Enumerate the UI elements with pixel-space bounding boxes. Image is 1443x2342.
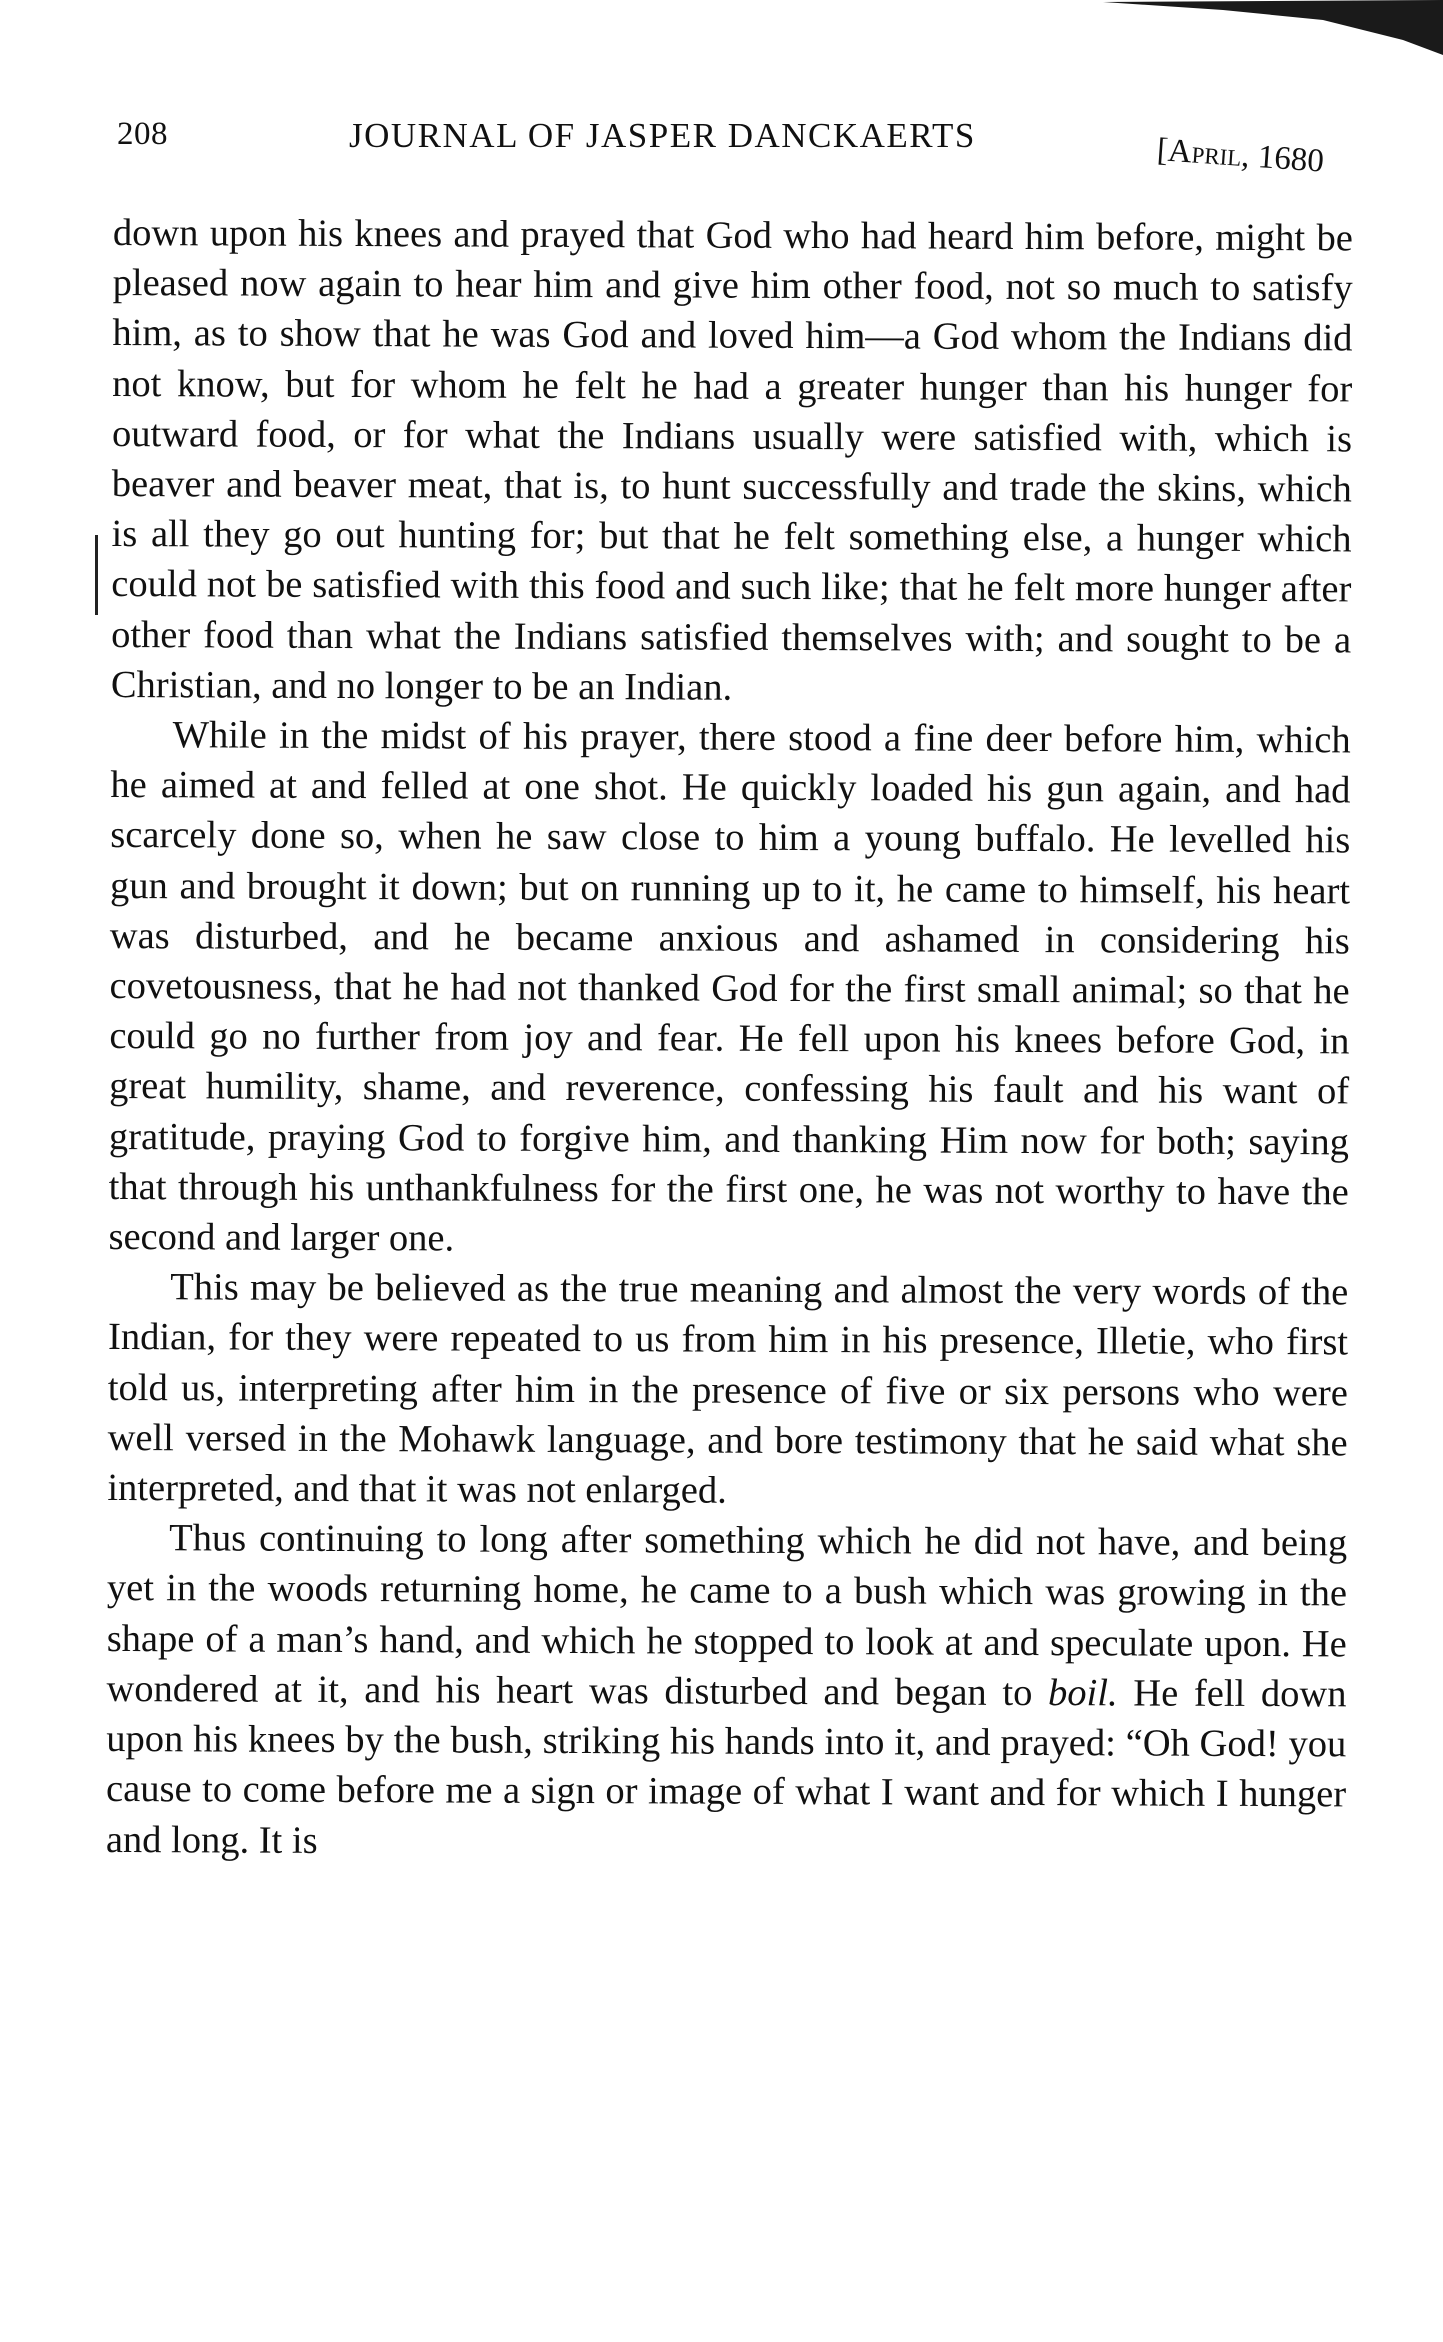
header-date (1156, 132, 1325, 181)
header-date-year: , 1680 (1240, 137, 1326, 180)
paragraph-4-part-1: Thus continuing to long after something which he did not have, and being yet in the woods returning home, he came to a bush which was growing in the shape of a man’s hand, and which he stopped to look at and speculate upon. He wondered at it, and his heart was disturbed and began to (106, 1517, 1348, 1714)
running-header (117, 116, 1357, 186)
paragraph-3: This may be believed as the true meaning and almost the very words of the Indian, for they were repeated to us from him in his presence, Illetie, who first told us, interpreting after him in the presence of five or six persons who were well versed in the Mohawk language, and bore testimony that he said what she interpreted, and that it was not enlarged. (107, 1266, 1349, 1512)
paragraph-2: While in the midst of his prayer, there stood a fine deer before him, which he aimed at and felled at one shot. He quickly loaded his gun again, and had scarcely done so, when he saw close to him a young buffalo. He levelled his gun and brought it down; but on running up to it, he came to himself, his heart was disturbed, and he became anxious and ashamed in considering his covetousness, that he had not thanked God for the first small animal; so that he could go no further from joy and fear. He fell upon his knees before God, in great humility, shame, and reverence, confessing his fault and his want of gratitude, praying God to forgive him, and thanking Him now for both; saying that through his unthankfulness for the first one, he was not worthy to have the second and larger one. (108, 714, 1351, 1260)
body-text (106, 208, 1353, 1870)
page-corner-shadow (1103, 0, 1443, 55)
paragraph-1: down upon his knees and prayed that God who had heard him before, might be pleased now again to hear him and give him other food, not so much to satisfy him, as to show that he was God and loved him—a God whom the Indians did not know, but for whom he felt he had a greater hunger than his hunger for outward food, or for what the Indians usually were satisfied with, which is beaver and beaver meat, that is, to hunt successfully and trade the skins, which is all they go out hunting for; but that he felt something else, a hunger which could not be satisfied with this food and such like; that he felt more hunger after other food than what the Indians satisfied themselves with; and sought to be a Christian, and no longer to be an Indian. (110, 211, 1353, 709)
header-date-month: [April (1155, 132, 1243, 174)
paragraph-4 (106, 1513, 1348, 1870)
margin-pencil-mark (95, 535, 98, 615)
page-number: 208 (117, 116, 168, 152)
paragraph-4-part-2: He fell down upon his knees by the bush, striking his hands into it, and prayed: “Oh God! you cause to come before me a sign or image of what I want and for which I hunger and long. It is (105, 1672, 1347, 1862)
paragraph-4-italic: boil. (1048, 1671, 1118, 1715)
running-title: JOURNAL OF JASPER DANCKAERTS (349, 116, 976, 155)
